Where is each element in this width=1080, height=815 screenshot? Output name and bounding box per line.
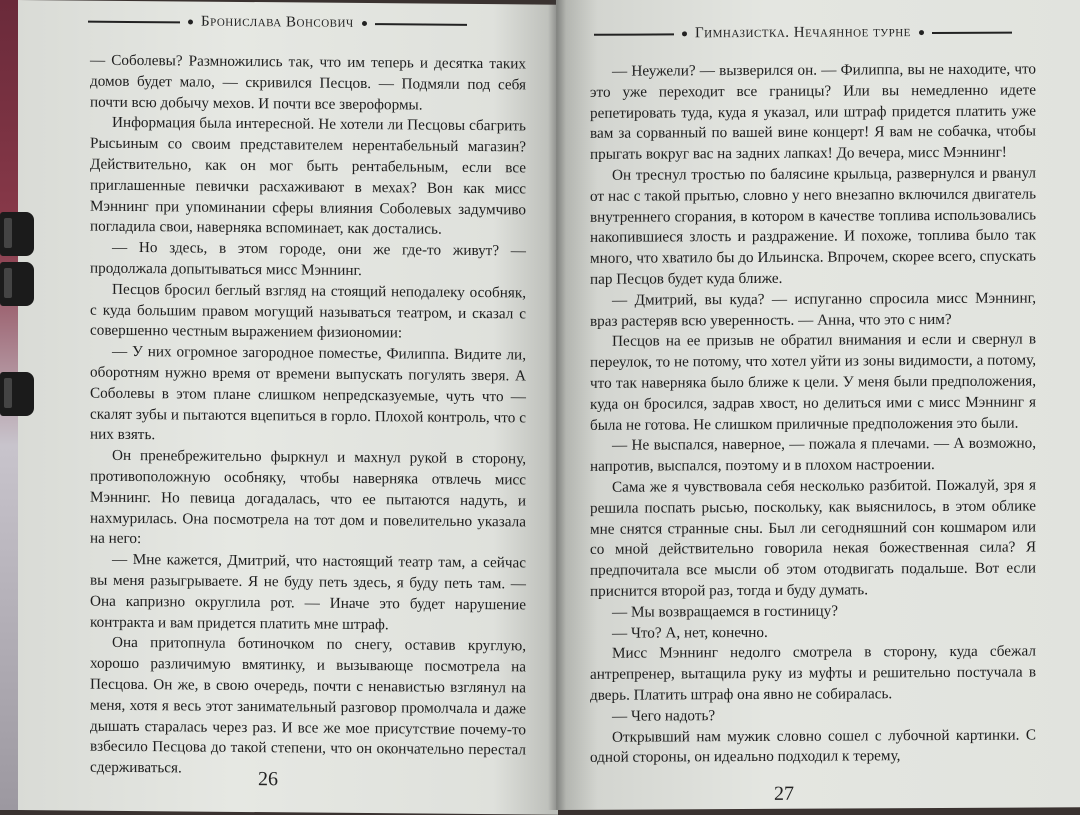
paragraph: — Что? А, нет, конечно. [612,623,768,642]
paragraph: — Мне кажется, Дмитрий, что настоящий театр там, а сейчас вы меня разыгрываете. Я не буду петь здесь, я буду петь там. — Она капризно округлила рот. — Иначе это будет нарушение контракта и вам придется платить мне штраф. [90,550,526,633]
paragraph: Она притопнула ботиночком по снегу, оставив круглую, хорошо различимую вмятинку, и вызывающе посмотрела на Песцова. Он же, в свою очередь, почти с ненавистью взглянул на меня, хотя я весь этот занимательный разговор промолчала и даже дышать старалась через раз. И все же мое присутствие почему-то взбесило Песцова до такой степени, что он окончательно перестал сдерживаться. [90,634,526,777]
header-dot [682,31,687,36]
book-gutter [548,0,566,810]
paragraph: Песцов на ее призыв не обратил внимания и если и свернул в переулок, то не потому, что хотел уйти из зоны видимости, а потому, что так наверняка было ближе к цели. У меня были предположения, куда он бросился, задрав хвост, но делиться ими с мисс Мэннинг я была не готова. Не слишком приличные предположения это были. [590,330,1036,434]
right-page [556,0,1080,810]
header-rule [375,23,467,26]
clip-highlight [4,378,12,408]
right-header-text: Гимназистка. Нечаянное турне [695,24,911,42]
left-page [18,0,558,815]
paragraph: — Дмитрий, вы куда? — испуганно спросила мисс Мэннинг, враз растеряв всю уверенность. — Анна, что это с ним? [590,289,1036,330]
clip-highlight [4,218,12,248]
right-page-number: 27 [774,782,794,805]
paragraph: Информация была интересной. Не хотели ли Песцовы сбагрить Рысьиным со своим представителем нерентабельный магазин? Действительно, как он мог быть рентабельным, если все приглашенные певички расхаживают в мехах? Вон как мисс Мэннинг при упоминании сферы влияния Соболевых задумчиво погладила свои, наверняка вспоминает, как достались. [90,114,526,239]
clip-highlight [4,268,12,298]
left-running-header [88,13,467,33]
paragraph: Он треснул тростью по балясине крыльца, развернулся и рванул от нас с такой прытью, словно у него внезапно включился двигатель внутреннего сгорания, в котором в качестве топлива использовались накопившиеся злость и раздражение. И похоже, топлива было так много, что хватило бы до Ильинска. Впрочем, скорее всего, спускать пар Песцов будет куда ближе. [590,164,1036,288]
right-body-text [590,59,1036,768]
paragraph: — Мы возвращаемся в гостиницу? [612,602,838,621]
paragraph: — Не выспался, наверное, — пожала я плечами. — А возможно, напротив, выспался, поэтому и в плохом настроении. [590,434,1036,475]
paragraph: Он пренебрежительно фыркнул и махнул рукой в сторону, противоположную особняку, чтобы наверняка отвлечь мисс Мэннинг. Но певица догадалась, что ее пытаются надуть, и нахмурилась. Она посмотрела на тот дом и повелительно указала на него: [90,446,526,548]
paragraph: Открывший нам мужик словно сошел с лубочной картинки. С одной стороны, он идеально подходил к терему, [590,725,1036,767]
header-dot [919,30,924,35]
paragraph: — Но здесь, в этом городе, они же где-то живут? — продолжала допытываться мисс Мэннинг. [90,238,526,279]
paragraph: — У них огромное загородное поместье, Филиппа. Видите ли, оборотням нужно время от времени выпускать погулять зверя. А Соболевы в этом плане слишком непредсказуемые, чуть что — скалят зубы и пытаются вцепиться в горло. Плохой контроль, что с них взять. [90,342,526,444]
left-body-text [90,51,526,783]
left-header-text: Бронислава Вонсович [201,13,354,31]
header-rule [932,31,1012,33]
paragraph: Песцов бросил беглый взгляд на стоящий неподалеку особняк, с куда большим правом могущий называться театром, и сказал с совершенно честным выражением физиономии: [90,280,526,342]
right-running-header [594,24,1012,43]
header-dot [188,19,193,24]
binder-clip [0,212,34,256]
paragraph: — Соболевы? Размножились так, что им теперь и десятка таких домов будет мало, — скривился Песцов. — Подмяли под себя почти всю добычу мехов. И почти все звероформы. [90,51,526,114]
paragraph: — Неужели? — вызверился он. — Филиппа, вы не находите, что это уже переходит все границы? Или вы немедленно идете репетировать туда, куда я указал, или штраф придется платить уже вам за сорванный по вашей вине концерт! Я вам не собачка, чтобы прыгать вокруг вас на задних лапках! До вечера, мисс Мэннинг! [590,60,1036,164]
header-dot [362,21,367,26]
header-rule [88,20,180,23]
header-rule [594,33,674,35]
binder-clip [0,262,34,306]
left-page-number: 26 [258,768,278,791]
paragraph: Сама же я чувствовала себя несколько разбитой. Пожалуй, зря я решила поспать рысью, поскольку, как выяснилось, в этом облике мне снятся странные сны. Был ли сегодняшний сон кошмаром или со мной действительно говорила некая божественная сила? Я предпочитала все мысли об этом отодвигать подальше. Вот если приснится второй раз, тогда и буду думать. [590,476,1036,600]
paragraph: — Чего надоть? [612,706,716,725]
binder-clip [0,372,34,416]
paragraph: Мисс Мэннинг недолго смотрела в сторону, куда сбежал антрепренер, вытащила руку из муфты и решительно постучала в дверь. Платить штраф она явно не собиралась. [590,642,1036,704]
